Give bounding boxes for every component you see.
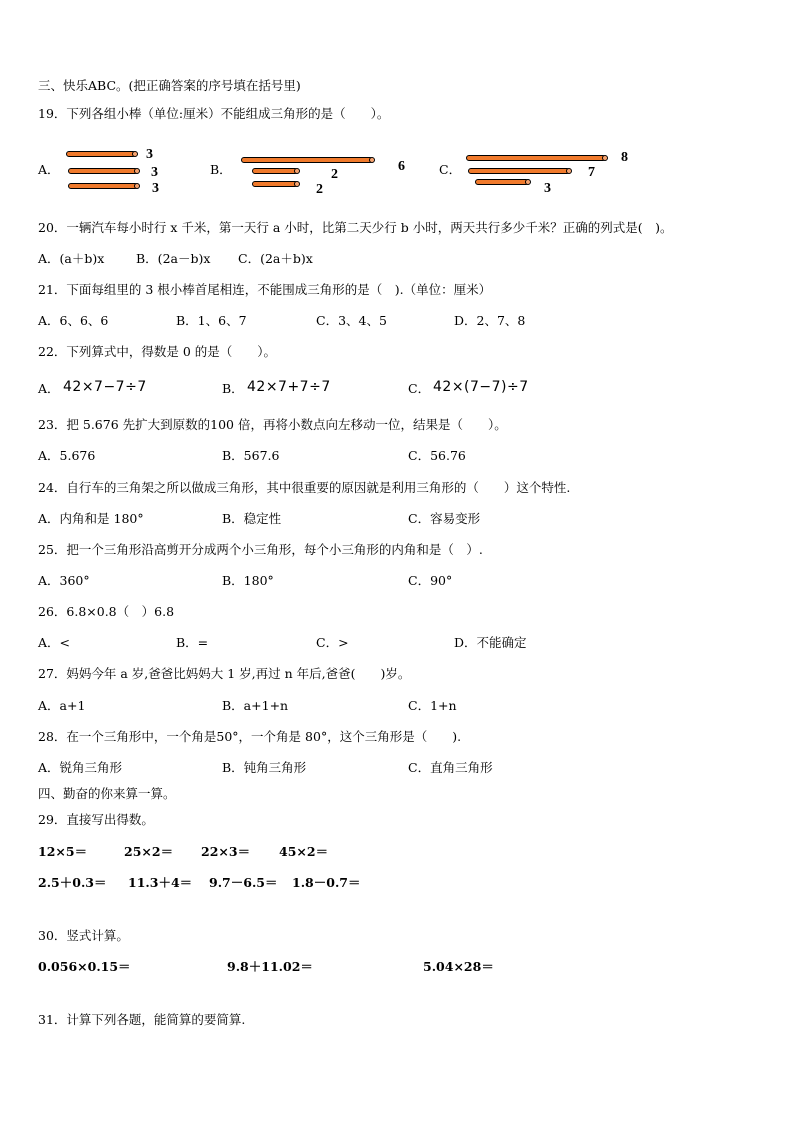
- q29-item: 2.5＋0.3＝: [38, 875, 107, 890]
- q22-option-b-label: B．: [222, 381, 244, 396]
- q22-option-a-formula: 42×7−7÷7: [63, 379, 147, 395]
- q29-item: 11.3＋4＝: [128, 875, 193, 890]
- q21-option-d: D．2、7、8: [454, 313, 526, 328]
- stick-length-label: 3: [152, 181, 159, 196]
- q29-item: 45×2＝: [279, 844, 329, 859]
- q20-option-c: C．(2a＋b)x: [238, 251, 313, 266]
- q29-item: 12×5＝: [38, 844, 88, 859]
- q30-item: 0.056×0.15＝: [38, 959, 131, 974]
- stick-length-label: 2: [331, 167, 338, 182]
- q27-option-b: B．a+1+n: [222, 698, 289, 713]
- stick: [475, 179, 529, 185]
- q21-option-a: A．6、6、6: [38, 313, 109, 328]
- q25-option-b: B．180°: [222, 573, 274, 588]
- stick: [68, 183, 138, 189]
- question-25-stem: 25．把一个三角形沿高剪开分成两个小三角形，每个小三角形的内角和是（ ）.: [38, 542, 483, 557]
- question-29-stem: 29．直接写出得数。: [38, 812, 154, 827]
- question-30-stem: 30．竖式计算。: [38, 928, 129, 943]
- stick-length-label: 3: [151, 165, 158, 180]
- stick: [241, 157, 373, 163]
- question-24-stem: 24．自行车的三角架之所以做成三角形，其中很重要的原因就是利用三角形的（ ）这个特性.: [38, 480, 571, 495]
- q19-option-b-label: B．: [210, 162, 232, 177]
- q24-option-c: C．容易变形: [408, 511, 481, 526]
- q21-option-b: B．1、6、7: [176, 313, 247, 328]
- stick: [68, 168, 138, 174]
- q30-item: 5.04×28＝: [423, 959, 494, 974]
- q20-option-b: B．(2a－b)x: [136, 251, 211, 266]
- q22-option-a-label: A．: [38, 381, 60, 396]
- stick-length-label: 2: [316, 182, 323, 197]
- question-31-stem: 31．计算下列各题，能简算的要简算.: [38, 1012, 246, 1027]
- stick: [252, 168, 298, 174]
- q28-option-c: C．直角三角形: [408, 760, 493, 775]
- stick-length-label: 3: [146, 147, 153, 162]
- q24-option-b: B．稳定性: [222, 511, 282, 526]
- q21-option-c: C．3、4、5: [316, 313, 387, 328]
- q22-option-c-formula: 42×(7−7)÷7: [433, 379, 529, 395]
- question-26-stem: 26．6.8×0.8（ ）6.8: [38, 604, 175, 619]
- q25-option-c: C．90°: [408, 573, 453, 588]
- q20-option-a: A．(a＋b)x: [38, 251, 105, 266]
- stick-length-label: 8: [621, 150, 628, 165]
- q29-item: 1.8－0.7＝: [292, 875, 361, 890]
- question-28-stem: 28．在一个三角形中，一个角是50°，一个角是 80°，这个三角形是（ ).: [38, 729, 462, 744]
- stick: [466, 155, 606, 161]
- q30-item: 9.8＋11.02＝: [227, 959, 313, 974]
- q27-option-c: C．1+n: [408, 698, 457, 713]
- section-3-title: 三、快乐ABC。(把正确答案的序号填在括号里): [38, 78, 301, 93]
- question-23-stem: 23．把 5.676 先扩大到原数的100 倍，再将小数点向左移动一位，结果是（ ）。: [38, 417, 507, 432]
- q28-option-a: A．锐角三角形: [38, 760, 123, 775]
- q26-option-d: D．不能确定: [454, 635, 527, 650]
- section-4-title: 四、勤奋的你来算一算。: [38, 786, 176, 801]
- q27-option-a: A．a+1: [38, 698, 86, 713]
- question-22-stem: 22．下列算式中，得数是 0 的是（ ）。: [38, 344, 277, 359]
- q29-item: 9.7－6.5＝: [209, 875, 278, 890]
- q26-option-b: B．=: [176, 635, 209, 650]
- stick: [468, 168, 570, 174]
- q26-option-a: A．<: [38, 635, 71, 650]
- stick: [252, 181, 298, 187]
- stick: [66, 151, 136, 157]
- q26-option-c: C．>: [316, 635, 349, 650]
- q19-option-a-label: A．: [38, 162, 60, 177]
- q25-option-a: A．360°: [38, 573, 90, 588]
- q22-option-b-formula: 42×7+7÷7: [247, 379, 331, 395]
- q24-option-a: A．内角和是 180°: [38, 511, 144, 526]
- question-27-stem: 27．妈妈今年 a 岁,爸爸比妈妈大 1 岁,再过 n 年后,爸爸( )岁。: [38, 666, 411, 681]
- q23-option-c: C．56.76: [408, 448, 466, 463]
- stick-length-label: 7: [588, 165, 595, 180]
- question-19-stem: 19．下列各组小棒（单位:厘米）不能组成三角形的是（ ）。: [38, 106, 390, 121]
- q22-option-c-label: C．: [408, 381, 431, 396]
- stick-length-label: 6: [398, 159, 405, 174]
- q23-option-b: B．567.6: [222, 448, 280, 463]
- q29-item: 22×3＝: [201, 844, 251, 859]
- question-21-stem: 21．下面每组里的 3 根小棒首尾相连，不能围成三角形的是（ ).（单位：厘米）: [38, 282, 492, 297]
- q29-item: 25×2＝: [124, 844, 174, 859]
- question-20-stem: 20．一辆汽车每小时行 x 千米，第一天行 a 小时，比第二天少行 b 小时，两天共行多少千米？正确的列式是( )。: [38, 220, 673, 235]
- q19-option-c-label: C．: [439, 162, 462, 177]
- q28-option-b: B．钝角三角形: [222, 760, 307, 775]
- q23-option-a: A．5.676: [38, 448, 96, 463]
- stick-length-label: 3: [544, 181, 551, 196]
